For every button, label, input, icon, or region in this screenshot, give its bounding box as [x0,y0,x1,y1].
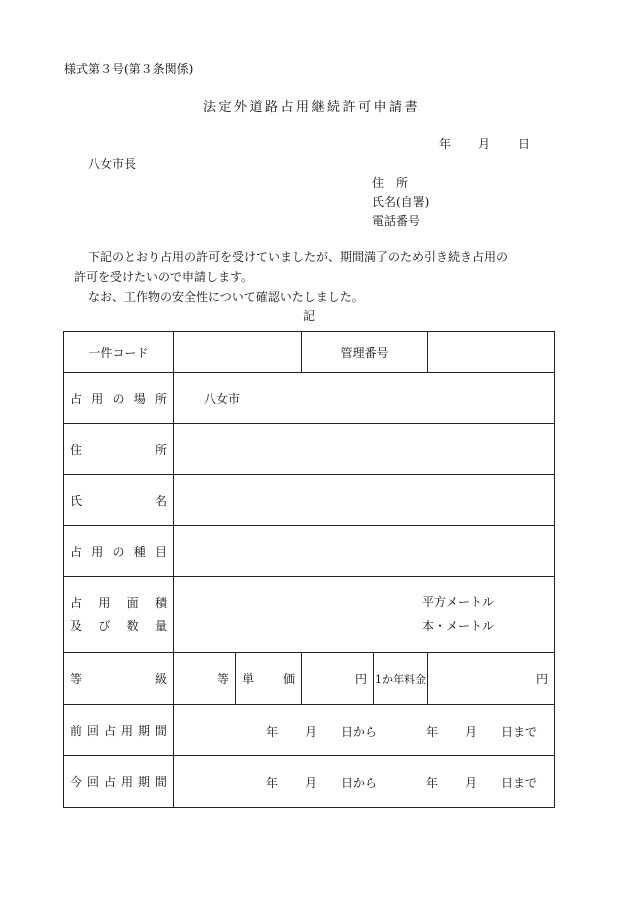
place-value[interactable]: 八女市 [174,373,555,424]
prev-period-label: 前 回 占 用 期 間 [64,705,174,756]
unit-price-input[interactable]: 円 [302,653,374,705]
annual-fee-label: 1か年料金 [374,653,428,705]
area-unit-sqm: 平方メートル [422,595,495,609]
address-label: 住 所 [64,424,174,475]
curr-period-input[interactable]: 年 月 日から 年 月 日まで [174,756,555,808]
table-row-prev-period [64,705,555,756]
type-input[interactable] [174,526,555,577]
table-row-code [64,332,555,373]
applicant-name-label: 氏名(自署) [372,195,430,209]
body-line-1: 下記のとおり占用の許可を受けていましたが、期間満了のため引き続き占用の [88,250,509,264]
grade-input[interactable]: 等 [174,653,236,705]
table-row-grade [64,653,555,705]
unit-price-label: 単 価 [236,653,302,705]
table-row-area [64,577,555,653]
area-input[interactable] [174,577,555,653]
ki-heading: 記 [303,309,316,323]
date-year-label: 年 [439,137,452,151]
body-line-3: なお、工作物の安全性について確認いたしました。 [88,290,364,304]
name-label: 氏 名 [64,475,174,526]
mgmt-number-label: 管理番号 [302,332,428,373]
grade-label: 等 級 [64,653,174,705]
table-row-place [64,373,555,424]
annual-fee-input[interactable]: 円 [428,653,555,705]
table-row-curr-period [64,756,555,808]
table-row-address [64,424,555,475]
applicant-phone-label: 電話番号 [372,214,421,228]
prev-period-input[interactable]: 年 月 日から 年 月 日まで [174,705,555,756]
name-input[interactable] [174,475,555,526]
body-line-2: 許可を受けたいので申請します。 [74,270,254,284]
application-table [63,331,555,808]
addressee: 八女市長 [88,157,137,171]
date-month-label: 月 [478,137,491,151]
date-day-label: 日 [518,137,531,151]
form-number: 様式第３号(第３条関係) [64,62,194,76]
table-row-name [64,475,555,526]
mgmt-number-input[interactable] [428,332,555,373]
code-label: 一件コード [64,332,174,373]
curr-period-label: 今 回 占 用 期 間 [64,756,174,808]
type-label: 占 用 の 種 目 [64,526,174,577]
table-row-type [64,526,555,577]
area-unit-count: 本・メートル [422,619,495,633]
code-input[interactable] [174,332,302,373]
address-input[interactable] [174,424,555,475]
area-label: 占 用 面 積 及 び 数 量 [64,577,174,653]
place-label: 占 用 の 場 所 [64,373,174,424]
applicant-address-label: 住 所 [372,176,409,190]
document-title: 法定外道路占用継続許可申請書 [203,100,421,115]
